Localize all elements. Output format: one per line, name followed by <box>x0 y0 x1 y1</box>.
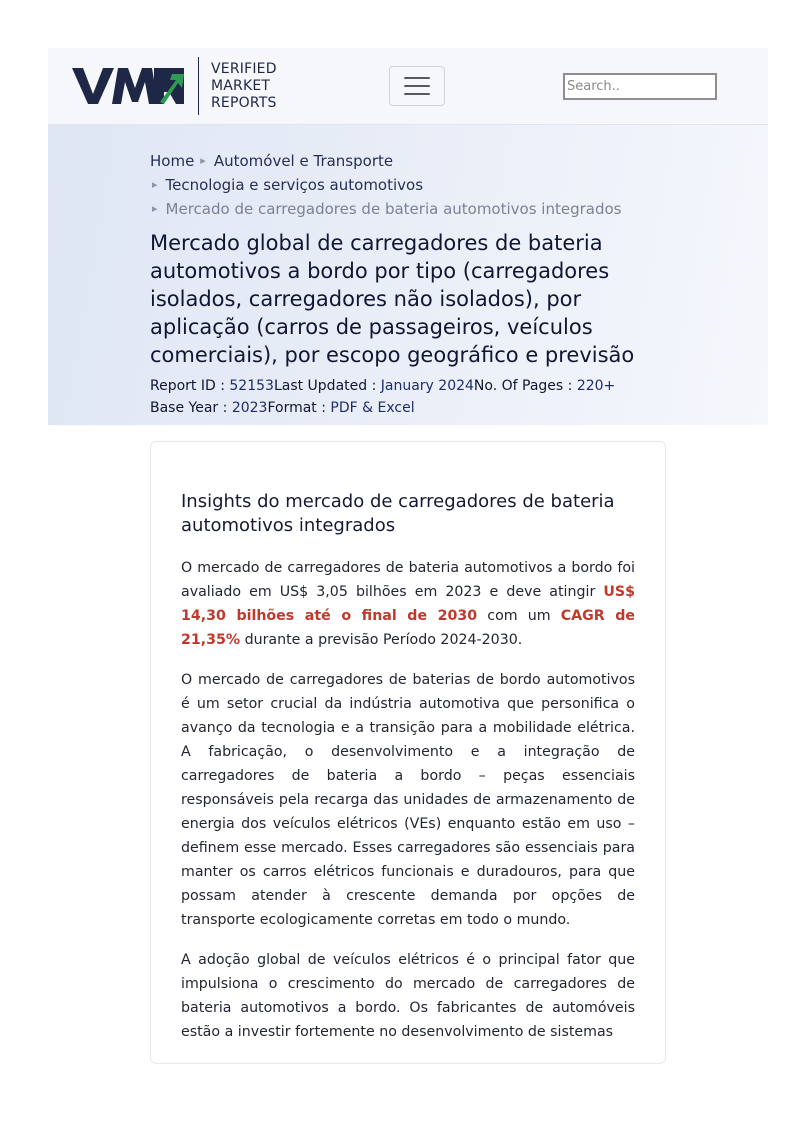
logo-line-2: MARKET <box>211 77 271 94</box>
site-header <box>48 48 768 125</box>
report-meta <box>150 375 670 419</box>
base-year-value: 2023 <box>231 400 268 416</box>
p1-highlight-cagr: CAGR de 21,35% <box>181 608 635 648</box>
pages-label: No. Of Pages : <box>473 378 577 394</box>
base-year-label: Base Year : <box>150 400 232 416</box>
report-hero <box>48 125 768 425</box>
breadcrumb-home-link[interactable]: Home <box>150 152 195 170</box>
chevron-right-icon: ▸ <box>200 154 206 167</box>
vmr-logo[interactable] <box>72 56 277 116</box>
report-id-value: 52153 <box>229 378 274 394</box>
insights-paragraph-2: O mercado de carregadores de baterias de bordo automotivos é um setor crucial da indústria automotiva que personifica o avanço da tecnologia e a transição para a mobilidade elétrica. A fabricação, o desenvolvimento e a integração de carregadores de bateria a bordo – peças essenciais responsáveis pela recarga das unidades de armazenamento de energia dos veículos elétricos (VEs) enquanto estão em uso – definem esse mercado. Esses carregadores são essenciais para manter os carros elétricos funcionais e duradouros, para que possam atender à crescente demanda por opções de transporte ecologicamente corretas em todo o mundo. <box>181 672 635 928</box>
breadcrumb-automotive-link[interactable]: Automóvel e Transporte <box>213 152 394 170</box>
page <box>48 48 768 1040</box>
logo-divider <box>198 57 199 115</box>
breadcrumb-row-3 <box>150 197 670 221</box>
p1-text-c: durante a previsão Período 2024-2030. <box>240 632 523 648</box>
hamburger-icon-bar-3 <box>404 93 430 95</box>
p1-text-b: com um <box>477 608 561 624</box>
breadcrumb-current: Mercado de carregadores de bateria automotivos integrados <box>165 200 622 218</box>
report-id-label: Report ID : <box>150 378 230 394</box>
p1-highlight-value: US$ 14,30 bilhões até o final de 2030 <box>181 584 635 624</box>
format-value: PDF & Excel <box>330 400 415 416</box>
p1-text-a: O mercado de carregadores de bateria automotivos a bordo foi avaliado em US$ 3,05 bilhões em 2023 e deve atingir <box>181 560 635 600</box>
report-meta-row-1 <box>150 375 670 397</box>
breadcrumb-tech-services-link[interactable]: Tecnologia e serviços automotivos <box>165 176 424 194</box>
insights-card <box>150 441 666 1064</box>
page-title: Mercado global de carregadores de bateria automotivos a bordo por tipo (carregadores isolados, carregadores não isolados), por aplicação (carros de passageiros, veículos comerciais), por escopo geográfico e previsão <box>150 231 635 367</box>
chevron-right-icon: ▸ <box>152 178 158 191</box>
logo-line-1: VERIFIED <box>211 60 277 77</box>
vmr-logo-mark-icon <box>72 66 184 106</box>
insights-paragraph-3: A adoção global de veículos elétricos é o principal fator que impulsiona o crescimento do mercado de carregadores de bateria automotivos a bordo. Os fabricantes de automóveis estão a investir fortemente no desenvolvimento de sistemas <box>181 952 635 1040</box>
menu-toggle-button[interactable] <box>389 66 445 106</box>
insights-paragraph-1 <box>181 556 635 652</box>
logo-wordmark <box>211 61 277 112</box>
hamburger-icon-bar-2 <box>404 85 430 87</box>
hamburger-icon <box>404 77 430 79</box>
last-updated-label: Last Updated : <box>273 378 381 394</box>
format-label: Format : <box>267 400 331 416</box>
search-input[interactable] <box>563 73 717 100</box>
logo-line-3: REPORTS <box>211 94 277 111</box>
report-meta-row-2 <box>150 397 670 419</box>
chevron-right-icon: ▸ <box>152 202 158 215</box>
breadcrumb-row-2 <box>150 173 670 197</box>
last-updated-value: January 2024 <box>380 378 474 394</box>
insights-title: Insights do mercado de carregadores de bateria automotivos integrados <box>181 491 615 536</box>
breadcrumb-row-1 <box>150 149 670 173</box>
breadcrumb <box>150 149 670 221</box>
pages-value: 220+ <box>576 378 616 394</box>
